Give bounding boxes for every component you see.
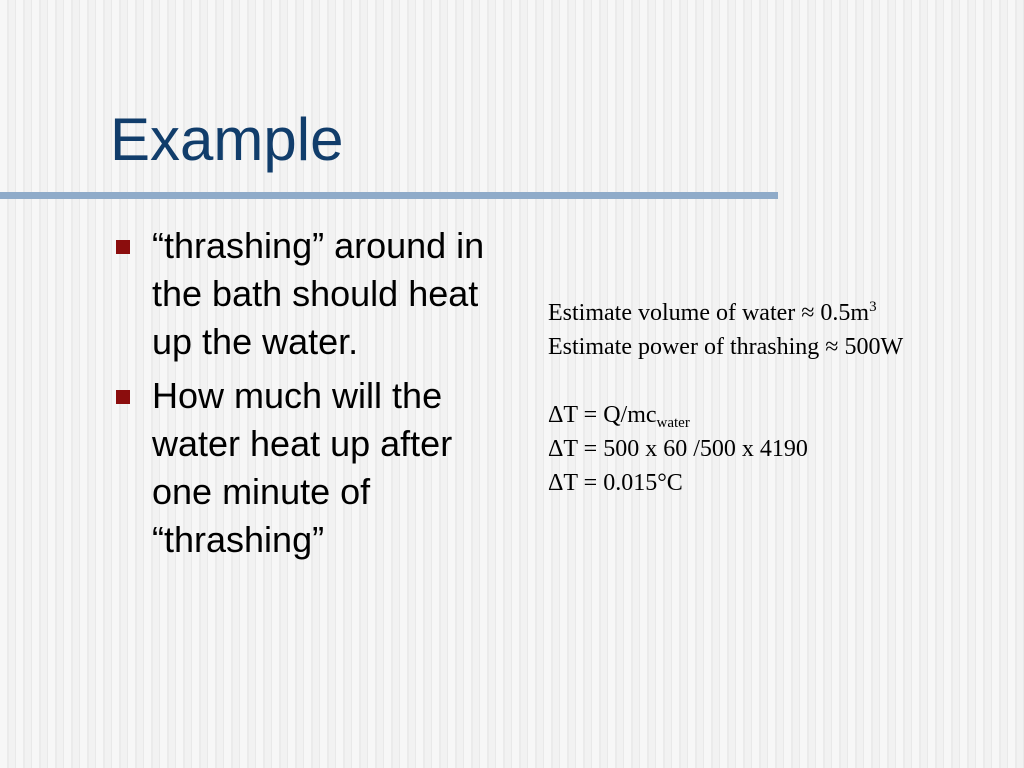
volume-exponent: 3 <box>869 299 877 315</box>
formula-subscript: water <box>656 415 690 431</box>
square-bullet-icon <box>116 240 130 254</box>
volume-estimate <box>548 296 1008 330</box>
formula-text: ΔT = Q/mc <box>548 402 657 428</box>
bullet-item-thrashing <box>112 222 522 366</box>
bullet-text: How much will the water heat up after one minute of “thrashing” <box>152 375 453 560</box>
bullet-text: “thrashing” around in the bath should heat up the water. <box>152 225 485 362</box>
calculation-block <box>548 296 1008 500</box>
formula-line <box>548 398 1008 432</box>
square-bullet-icon <box>116 390 130 404</box>
volume-estimate-text: Estimate volume of water ≈ 0.5m <box>548 300 870 326</box>
power-estimate: Estimate power of thrashing ≈ 500W <box>548 334 904 360</box>
substitution-line: ΔT = 500 x 60 /500 x 4190 <box>548 436 808 462</box>
slide-title: Example <box>110 106 344 173</box>
title-divider <box>0 192 778 199</box>
result-line: ΔT = 0.015°C <box>548 470 683 496</box>
bullet-list <box>112 222 522 570</box>
spacer <box>548 364 1008 398</box>
bullet-item-question <box>112 372 522 564</box>
